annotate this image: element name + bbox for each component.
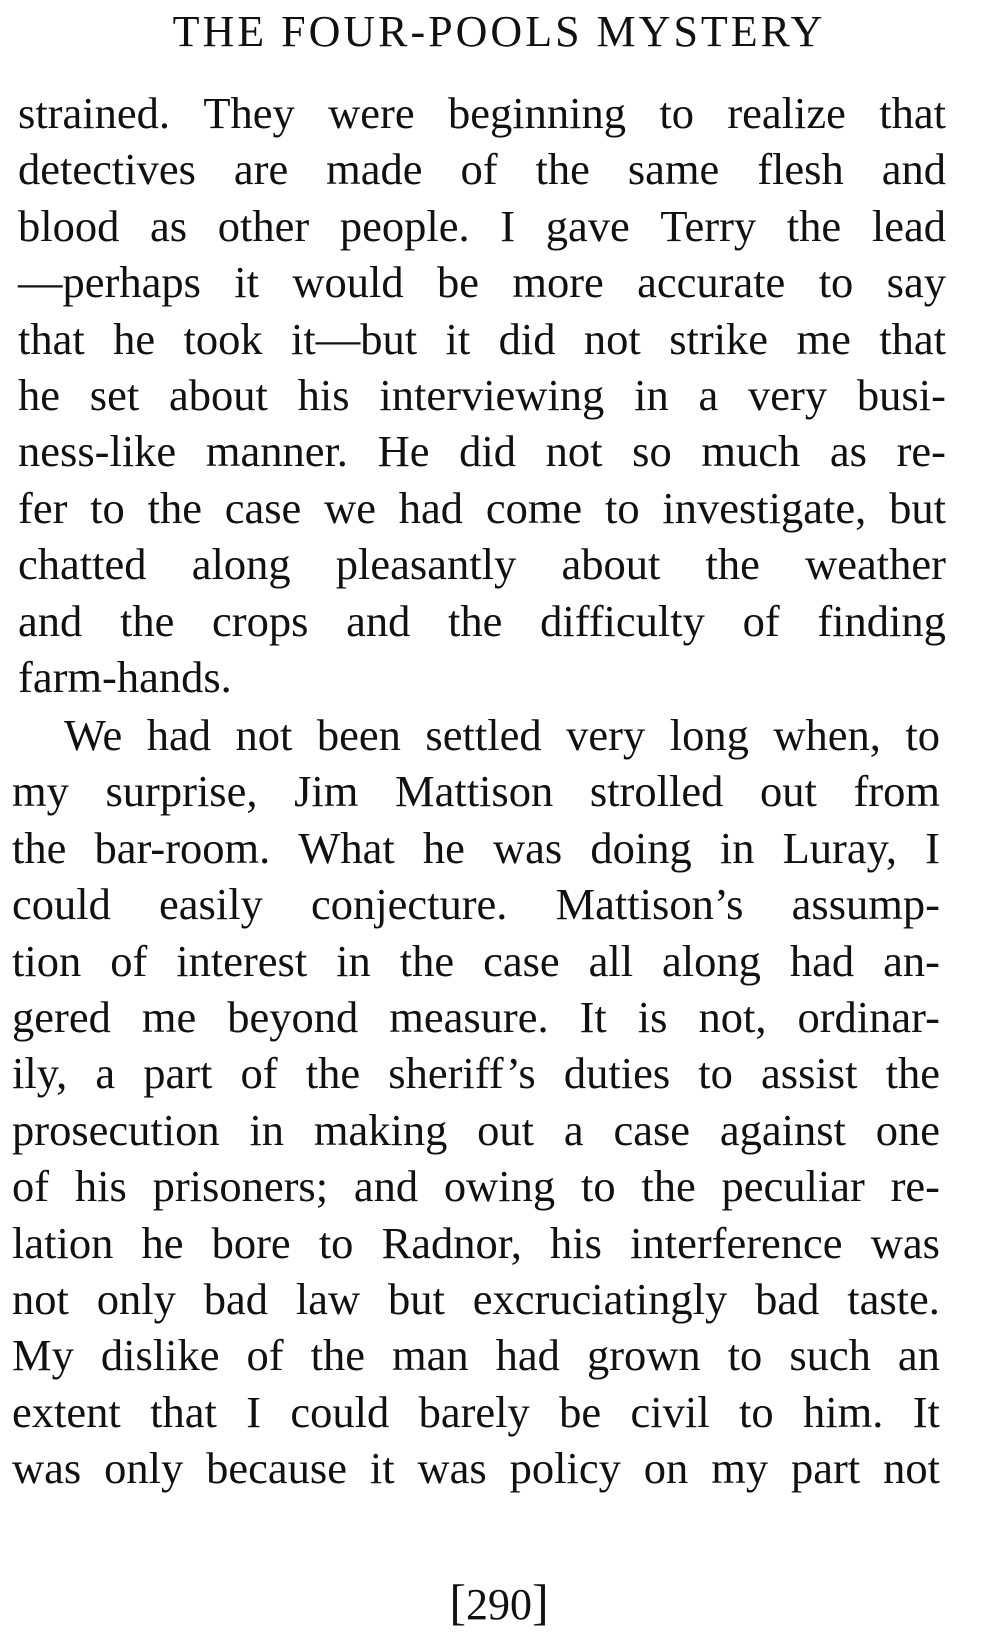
word: the bbox=[535, 144, 590, 195]
word: strolled bbox=[589, 766, 724, 817]
word: ness-like bbox=[18, 426, 177, 477]
word: dislike bbox=[100, 1330, 220, 1381]
word: had bbox=[789, 935, 855, 986]
word: could bbox=[290, 1386, 390, 1437]
text-line bbox=[12, 875, 940, 933]
word: detectives bbox=[18, 144, 196, 195]
word: farm-hands. bbox=[18, 652, 232, 702]
word: more bbox=[512, 257, 604, 308]
word: realize bbox=[727, 88, 846, 138]
word: people. bbox=[339, 200, 470, 251]
text-line bbox=[18, 648, 946, 706]
word: it bbox=[234, 257, 259, 308]
word: of bbox=[110, 935, 148, 986]
word: he bbox=[422, 822, 465, 873]
word: law bbox=[295, 1274, 361, 1324]
word: be bbox=[436, 257, 479, 308]
word: but bbox=[889, 482, 946, 533]
word: along bbox=[191, 539, 291, 590]
word: difficulty bbox=[540, 595, 705, 646]
word: much bbox=[701, 426, 801, 477]
word: say bbox=[886, 257, 946, 308]
word: Mattison bbox=[395, 766, 554, 817]
word: when, bbox=[773, 710, 881, 760]
word: bad bbox=[203, 1274, 268, 1324]
word: very bbox=[748, 370, 828, 420]
word: against bbox=[719, 1104, 846, 1155]
text-line bbox=[12, 1214, 940, 1272]
word: be bbox=[559, 1386, 602, 1437]
word: as bbox=[829, 426, 867, 477]
page-number-open-bracket: [ bbox=[449, 1574, 466, 1630]
word: were bbox=[328, 88, 415, 138]
word: my bbox=[12, 766, 69, 817]
word: it bbox=[369, 1443, 395, 1494]
text-line bbox=[18, 535, 946, 593]
word: been bbox=[316, 710, 401, 760]
word: conjecture. bbox=[311, 879, 508, 930]
word: in bbox=[249, 1104, 285, 1155]
word: to bbox=[659, 88, 694, 138]
word: case bbox=[224, 482, 302, 533]
word: strained. bbox=[18, 88, 170, 138]
word: strike bbox=[669, 313, 769, 364]
word: ordinar- bbox=[797, 992, 940, 1042]
word: that bbox=[879, 88, 946, 138]
word: It bbox=[912, 1386, 940, 1437]
word: easily bbox=[159, 879, 263, 930]
word: owing bbox=[443, 1161, 556, 1212]
word: because bbox=[206, 1443, 347, 1494]
word: case bbox=[483, 935, 560, 986]
word: —perhaps bbox=[18, 257, 201, 308]
word: and bbox=[881, 144, 946, 195]
word: to bbox=[905, 710, 940, 760]
word: not bbox=[235, 710, 293, 760]
text-line bbox=[64, 706, 940, 764]
word: Radnor, bbox=[381, 1217, 522, 1268]
word: flesh bbox=[757, 144, 844, 195]
word: not bbox=[12, 1274, 69, 1324]
word: of bbox=[12, 1161, 50, 1212]
word: to bbox=[604, 482, 640, 533]
word: They bbox=[203, 88, 295, 138]
word: prosecution bbox=[12, 1104, 220, 1155]
word: not, bbox=[698, 992, 767, 1042]
word: that bbox=[18, 313, 85, 364]
word: is bbox=[637, 992, 668, 1042]
word: that bbox=[879, 313, 946, 364]
word: but bbox=[387, 1274, 445, 1324]
word: along bbox=[662, 935, 761, 986]
word: lation bbox=[12, 1217, 114, 1268]
word: surprise, bbox=[105, 766, 258, 817]
word: beginning bbox=[447, 88, 626, 138]
word: took bbox=[183, 313, 263, 364]
word: finding bbox=[817, 595, 946, 646]
word: made bbox=[326, 144, 423, 195]
word: the bbox=[305, 1048, 361, 1099]
word: a bbox=[95, 1048, 116, 1099]
word: crops bbox=[212, 595, 309, 646]
word: Jim bbox=[294, 766, 359, 817]
text-line bbox=[18, 197, 946, 255]
word: set bbox=[89, 370, 140, 420]
word: I bbox=[925, 822, 940, 873]
word: pleasantly bbox=[335, 539, 517, 590]
word: from bbox=[853, 766, 940, 817]
word: it—but bbox=[291, 313, 418, 364]
word: barely bbox=[418, 1386, 530, 1437]
word: of bbox=[742, 595, 780, 646]
word: of bbox=[460, 144, 498, 195]
page-number-value: 290 bbox=[466, 1580, 532, 1629]
text-line bbox=[12, 762, 940, 820]
text-line bbox=[18, 422, 946, 480]
word: Mattison’s bbox=[555, 879, 744, 930]
word: only bbox=[104, 1443, 184, 1494]
page-number-close-bracket: ] bbox=[532, 1574, 549, 1630]
text-line bbox=[12, 932, 940, 990]
word: same bbox=[627, 144, 720, 195]
text-line bbox=[12, 1326, 940, 1384]
word: busi- bbox=[856, 370, 946, 420]
word: in bbox=[634, 370, 669, 420]
word: of bbox=[246, 1330, 284, 1381]
word: we bbox=[324, 482, 376, 533]
page-number bbox=[0, 1573, 998, 1634]
text-line bbox=[12, 819, 940, 877]
word: out bbox=[477, 1104, 535, 1155]
word: extent bbox=[12, 1386, 121, 1437]
word: He bbox=[377, 426, 430, 477]
text-line bbox=[18, 310, 946, 368]
text-line bbox=[18, 592, 946, 650]
word: on bbox=[643, 1443, 689, 1494]
word: assump- bbox=[791, 879, 940, 930]
word: his bbox=[297, 370, 350, 420]
word: and bbox=[18, 595, 83, 646]
word: me bbox=[141, 992, 197, 1042]
word: re- bbox=[890, 1161, 940, 1212]
word: a bbox=[698, 370, 719, 420]
running-head: THE FOUR-POOLS MYSTERY bbox=[172, 7, 826, 56]
word: gave bbox=[545, 200, 630, 251]
word: and bbox=[346, 595, 411, 646]
word: part bbox=[143, 1048, 213, 1099]
word: all bbox=[588, 935, 634, 986]
word: to bbox=[727, 1330, 763, 1381]
word: was bbox=[870, 1217, 940, 1268]
text-line bbox=[12, 1101, 940, 1159]
text-line bbox=[18, 140, 946, 198]
word: the bbox=[705, 539, 760, 590]
word: the bbox=[12, 822, 67, 873]
word: he bbox=[141, 1217, 184, 1268]
word: assist bbox=[761, 1048, 858, 1099]
word: bad bbox=[755, 1274, 820, 1324]
word: was bbox=[417, 1443, 487, 1494]
word: duties bbox=[563, 1048, 671, 1099]
word: It bbox=[579, 992, 607, 1042]
word: of bbox=[240, 1048, 278, 1099]
word: that bbox=[150, 1386, 217, 1437]
word: me bbox=[796, 313, 851, 364]
word: What bbox=[298, 822, 395, 873]
word: investigate, bbox=[662, 482, 867, 533]
word: the bbox=[399, 935, 455, 986]
word: did bbox=[459, 426, 516, 477]
word: and bbox=[353, 1161, 419, 1212]
text-line bbox=[12, 988, 940, 1046]
word: the bbox=[147, 482, 202, 533]
word: ily, bbox=[12, 1048, 68, 1099]
word: was bbox=[12, 1443, 82, 1494]
word: not bbox=[883, 1443, 940, 1494]
word: prisoners; bbox=[152, 1161, 329, 1212]
word: I bbox=[500, 200, 516, 251]
word: man bbox=[392, 1330, 469, 1381]
word: bar-room. bbox=[94, 822, 271, 873]
word: long bbox=[669, 710, 749, 760]
text-line bbox=[12, 1270, 940, 1328]
word: had bbox=[146, 710, 211, 760]
word: to bbox=[818, 257, 854, 308]
word: My bbox=[12, 1330, 74, 1381]
word: could bbox=[12, 879, 111, 930]
word: in bbox=[719, 822, 755, 873]
text-line bbox=[18, 479, 946, 537]
text-line bbox=[18, 84, 946, 142]
word: he bbox=[18, 370, 61, 420]
word: Luray, bbox=[782, 822, 898, 873]
word: had bbox=[398, 482, 464, 533]
word: interference bbox=[630, 1217, 843, 1268]
word: about bbox=[561, 539, 661, 590]
word: to bbox=[698, 1048, 733, 1099]
word: case bbox=[613, 1104, 691, 1155]
word: peculiar bbox=[721, 1161, 865, 1212]
word: weather bbox=[805, 539, 946, 590]
text-line bbox=[12, 1383, 940, 1441]
word: his bbox=[550, 1217, 602, 1268]
text-line bbox=[12, 1439, 940, 1497]
word: the bbox=[119, 595, 175, 646]
text-line bbox=[18, 366, 946, 424]
word: taste. bbox=[847, 1274, 940, 1324]
word: policy bbox=[509, 1443, 621, 1494]
word: gered bbox=[12, 992, 111, 1042]
word: sheriff’s bbox=[388, 1048, 536, 1099]
word: measure. bbox=[389, 992, 549, 1042]
word: to bbox=[738, 1386, 774, 1437]
word: I bbox=[246, 1386, 262, 1437]
word: to bbox=[90, 482, 125, 533]
word: out bbox=[759, 766, 817, 817]
word: such bbox=[789, 1330, 871, 1381]
word: part bbox=[790, 1443, 861, 1494]
word: interviewing bbox=[379, 370, 605, 420]
word: excruciatingly bbox=[472, 1274, 728, 1324]
word: in bbox=[336, 935, 371, 986]
word: was bbox=[493, 822, 563, 873]
word: his bbox=[74, 1161, 127, 1212]
word: beyond bbox=[227, 992, 359, 1042]
word: an- bbox=[883, 935, 940, 986]
word: the bbox=[641, 1161, 696, 1212]
word: chatted bbox=[18, 539, 147, 590]
word: him. bbox=[802, 1386, 884, 1437]
word: he bbox=[113, 313, 156, 364]
word: not bbox=[545, 426, 603, 477]
word: the bbox=[786, 200, 842, 251]
word: my bbox=[711, 1443, 769, 1494]
word: would bbox=[292, 257, 404, 308]
word: settled bbox=[425, 710, 542, 760]
word: to bbox=[580, 1161, 616, 1212]
text-line bbox=[12, 1157, 940, 1215]
word: it bbox=[445, 313, 471, 364]
word: are bbox=[233, 144, 289, 195]
word: very bbox=[566, 710, 646, 760]
word: civil bbox=[630, 1386, 710, 1437]
word: making bbox=[313, 1104, 448, 1155]
word: the bbox=[885, 1048, 940, 1099]
word: had bbox=[495, 1330, 560, 1381]
word: accurate bbox=[637, 257, 786, 308]
word: one bbox=[875, 1104, 940, 1155]
word: did bbox=[498, 313, 556, 364]
word: about bbox=[169, 370, 268, 420]
word: lead bbox=[871, 200, 946, 251]
word: other bbox=[217, 200, 310, 251]
word: not bbox=[583, 313, 641, 364]
word: interest bbox=[176, 935, 308, 986]
word: a bbox=[563, 1104, 584, 1155]
word: bore bbox=[211, 1217, 291, 1268]
word: re- bbox=[896, 426, 946, 477]
word: to bbox=[318, 1217, 354, 1268]
text-line bbox=[18, 253, 946, 311]
word: doing bbox=[590, 822, 692, 873]
word: We bbox=[64, 710, 123, 760]
word: the bbox=[448, 595, 503, 646]
word: come bbox=[485, 482, 583, 533]
word: as bbox=[150, 200, 188, 251]
word: manner. bbox=[205, 426, 348, 477]
word: Terry bbox=[660, 200, 757, 251]
word: blood bbox=[18, 200, 120, 251]
word: grown bbox=[586, 1330, 701, 1381]
word: tion bbox=[12, 935, 82, 986]
word: fer bbox=[18, 482, 68, 533]
text-line bbox=[12, 1044, 940, 1102]
word: the bbox=[310, 1330, 365, 1381]
word: an bbox=[897, 1330, 940, 1381]
word: only bbox=[96, 1274, 176, 1324]
word: so bbox=[632, 426, 672, 477]
